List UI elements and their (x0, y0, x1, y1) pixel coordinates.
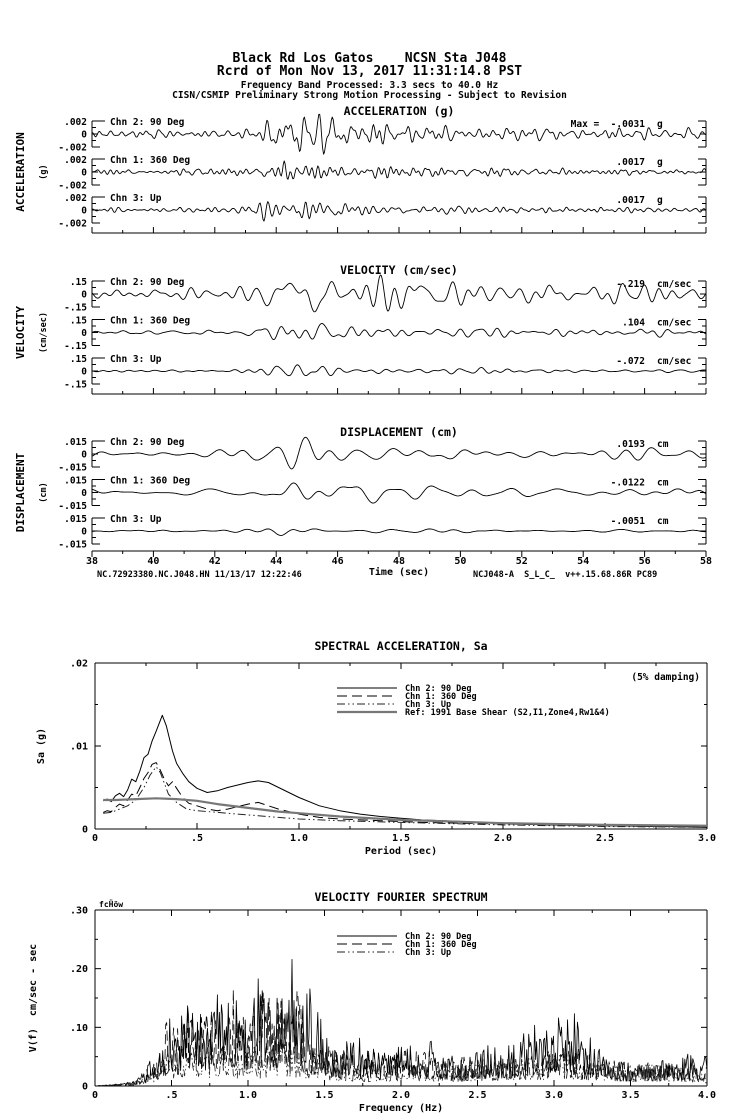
legend-label: Chn 1: 360 Deg (405, 940, 477, 950)
peak-unit-label: cm (657, 439, 669, 450)
fourier-x-tick-label: 2.5 (468, 1090, 487, 1101)
peak-value-label: Max = -.0031 (570, 119, 645, 130)
record-timestamp: Rcrd of Mon Nov 13, 2017 11:31:14.8 PST (216, 64, 523, 79)
legend-label: Chn 3: Up (405, 700, 452, 710)
time-axis-title: Time (sec) (368, 567, 430, 578)
scale-label-top: .002 (64, 193, 87, 204)
scale-label-top: .015 (64, 475, 87, 487)
peak-value-label: -.0122 (610, 477, 645, 489)
channel-label: Chn 2: 90 Deg (110, 117, 185, 128)
frequency-band-note: Frequency Band Processed: 3.3 secs to 40.0 Hz (240, 80, 499, 91)
scale-label-bottom: -.15 (64, 341, 87, 352)
peak-unit-label: cm/sec (657, 279, 692, 290)
time-tick-label: 52 (515, 556, 528, 567)
peak-value-label: .0017 (616, 157, 645, 168)
peak-unit-label: cm/sec (657, 356, 692, 367)
sa-curve (103, 763, 707, 828)
peak-unit-label: cm (657, 477, 669, 489)
legend-label: Chn 2: 90 Deg (405, 684, 472, 694)
scale-label-zero: 0 (81, 129, 87, 141)
fourier-x-tick-label: 3.5 (621, 1090, 640, 1101)
fourier-y-tick-label: .10 (69, 1022, 88, 1034)
time-tick-label: 54 (577, 556, 590, 567)
time-tick-label: 42 (208, 556, 221, 567)
scale-label-top: .002 (64, 117, 87, 128)
fourier-y-tick-label: .30 (69, 905, 88, 917)
sa-x-tick-label: .5 (190, 833, 204, 844)
peak-value-label: -.0051 (610, 516, 645, 527)
waveform-trace (92, 365, 706, 376)
channel-label: Chn 2: 90 Deg (110, 277, 185, 288)
fourier-title: VELOCITY FOURIER SPECTRUM (314, 890, 488, 904)
fourier-x-tick-label: 4.0 (697, 1090, 717, 1101)
side-axis-unit: (g) (39, 164, 49, 180)
scale-label-top: .015 (64, 514, 87, 525)
scale-label-zero: 0 (81, 488, 87, 499)
channel-label: Chn 1: 360 Deg (110, 155, 191, 166)
channel-label: Chn 1: 360 Deg (110, 315, 191, 327)
peak-value-label: -.072 (616, 356, 645, 367)
sa-x-tick-label: 1.5 (391, 833, 411, 844)
scale-label-bottom: -.015 (58, 539, 87, 551)
time-tick-label: 50 (454, 556, 467, 567)
time-tick-label: 48 (392, 556, 406, 567)
channel-label: Chn 1: 360 Deg (110, 475, 191, 487)
time-tick-label: 38 (85, 556, 99, 567)
time-tick-label: 40 (147, 556, 160, 567)
scale-label-zero: 0 (81, 167, 87, 179)
sa-y-tick-label: 0 (81, 824, 88, 836)
sa-x-tick-label: 0 (91, 833, 99, 844)
scale-label-zero: 0 (81, 366, 87, 378)
fourier-x-tick-label: 3.0 (544, 1090, 564, 1101)
sa-x-tick-label: 1.0 (289, 833, 309, 844)
peak-value-label: -.219 (616, 279, 645, 290)
scale-label-top: .15 (69, 277, 87, 288)
station-title: Black Rd Los Gatos NCSN Sta J048 (232, 51, 507, 66)
scale-label-bottom: -.015 (58, 462, 87, 474)
legend-label: Ref: 1991 Base Shear (S2,I1,Zone4,Rw1&4) (405, 708, 610, 718)
side-axis-label: VELOCITY (14, 306, 27, 359)
peak-unit-label: g (657, 157, 663, 168)
processing-disclaimer: CISN/CSMIP Preliminary Strong Motion Processing - Subject to Revision (172, 90, 567, 101)
legend-label: Chn 2: 90 Deg (405, 932, 472, 942)
fourier-y-tick-label: 0 (81, 1081, 88, 1093)
waveform-trace (92, 529, 706, 536)
channel-label: Chn 3: Up (110, 193, 162, 204)
scale-label-zero: 0 (81, 205, 87, 217)
side-axis-unit: (cm) (39, 482, 49, 503)
time-tick-label: 56 (638, 556, 651, 567)
sa-y-axis-title: Sa (g) (36, 727, 47, 765)
scale-label-zero: 0 (81, 526, 87, 538)
time-tick-label: 44 (270, 556, 283, 567)
scale-label-zero: 0 (81, 328, 87, 339)
fourier-x-tick-label: 2.0 (391, 1090, 411, 1101)
scale-label-zero: 0 (81, 289, 87, 301)
time-tick-label: 46 (331, 556, 344, 567)
sa-x-tick-label: 3.0 (697, 833, 717, 844)
section-title: DISPLACEMENT (cm) (340, 425, 458, 439)
scale-label-bottom: -.15 (64, 379, 87, 391)
scale-label-zero: 0 (81, 449, 87, 461)
sa-x-tick-label: 2.0 (493, 833, 513, 844)
scale-label-top: .15 (69, 315, 87, 327)
scale-label-bottom: -.015 (58, 501, 87, 512)
fourier-x-tick-label: 0 (91, 1090, 99, 1101)
section-title: ACCELERATION (g) (343, 104, 455, 118)
sa-x-axis-title: Period (sec) (364, 846, 438, 857)
time-tick-label: 58 (699, 556, 713, 567)
legend-label: Chn 3: Up (405, 948, 452, 958)
peak-unit-label: g (657, 119, 663, 130)
fourier-y-tick-label: .20 (69, 964, 88, 976)
damping-note: (5% damping) (631, 672, 700, 683)
scale-label-bottom: -.002 (58, 218, 87, 230)
scale-label-bottom: -.15 (64, 302, 87, 314)
fourier-x-tick-label: 1.5 (315, 1090, 334, 1101)
scale-label-top: .015 (64, 437, 87, 448)
fourier-y-axis-title: V(f) cm/sec - sec (28, 943, 39, 1053)
scale-label-top: .15 (69, 354, 87, 365)
sa-x-tick-label: 2.5 (595, 833, 615, 844)
peak-value-label: .104 (622, 317, 645, 329)
processing-id-footer: NCJ048-A S_L_C_ v++.15.68.86R PC89 (473, 570, 658, 580)
fourier-x-tick-label: 1.0 (238, 1090, 258, 1101)
filter-corner-label: fcḦöw (99, 900, 124, 909)
sa-y-tick-label: .01 (69, 741, 88, 753)
peak-unit-label: cm (657, 516, 669, 527)
fourier-x-axis-title: Frequency (Hz) (358, 1103, 444, 1114)
scale-label-top: .002 (64, 155, 87, 166)
fourier-x-tick-label: .5 (165, 1090, 178, 1101)
section-title: VELOCITY (cm/sec) (340, 263, 458, 277)
sa-title: SPECTRAL ACCELERATION, Sa (314, 639, 488, 653)
side-axis-label: ACCELERATION (14, 132, 27, 212)
peak-value-label: .0017 (616, 195, 645, 206)
scale-label-bottom: -.002 (58, 180, 87, 192)
peak-value-label: .0193 (616, 439, 645, 450)
record-id-footer: NC.72923380.NC.J048.HN 11/13/17 12:22:46 (97, 570, 302, 580)
sa-y-tick-label: .02 (69, 658, 88, 670)
scale-label-bottom: -.002 (58, 142, 87, 154)
channel-label: Chn 3: Up (110, 514, 162, 525)
legend-label: Chn 1: 360 Deg (405, 692, 477, 702)
channel-label: Chn 2: 90 Deg (110, 437, 185, 448)
peak-unit-label: cm/sec (657, 317, 692, 329)
side-axis-unit: (cm/sec) (39, 312, 49, 353)
side-axis-label: DISPLACEMENT (14, 452, 27, 533)
peak-unit-label: g (657, 195, 663, 206)
waveform-trace (92, 202, 706, 222)
channel-label: Chn 3: Up (110, 354, 162, 365)
